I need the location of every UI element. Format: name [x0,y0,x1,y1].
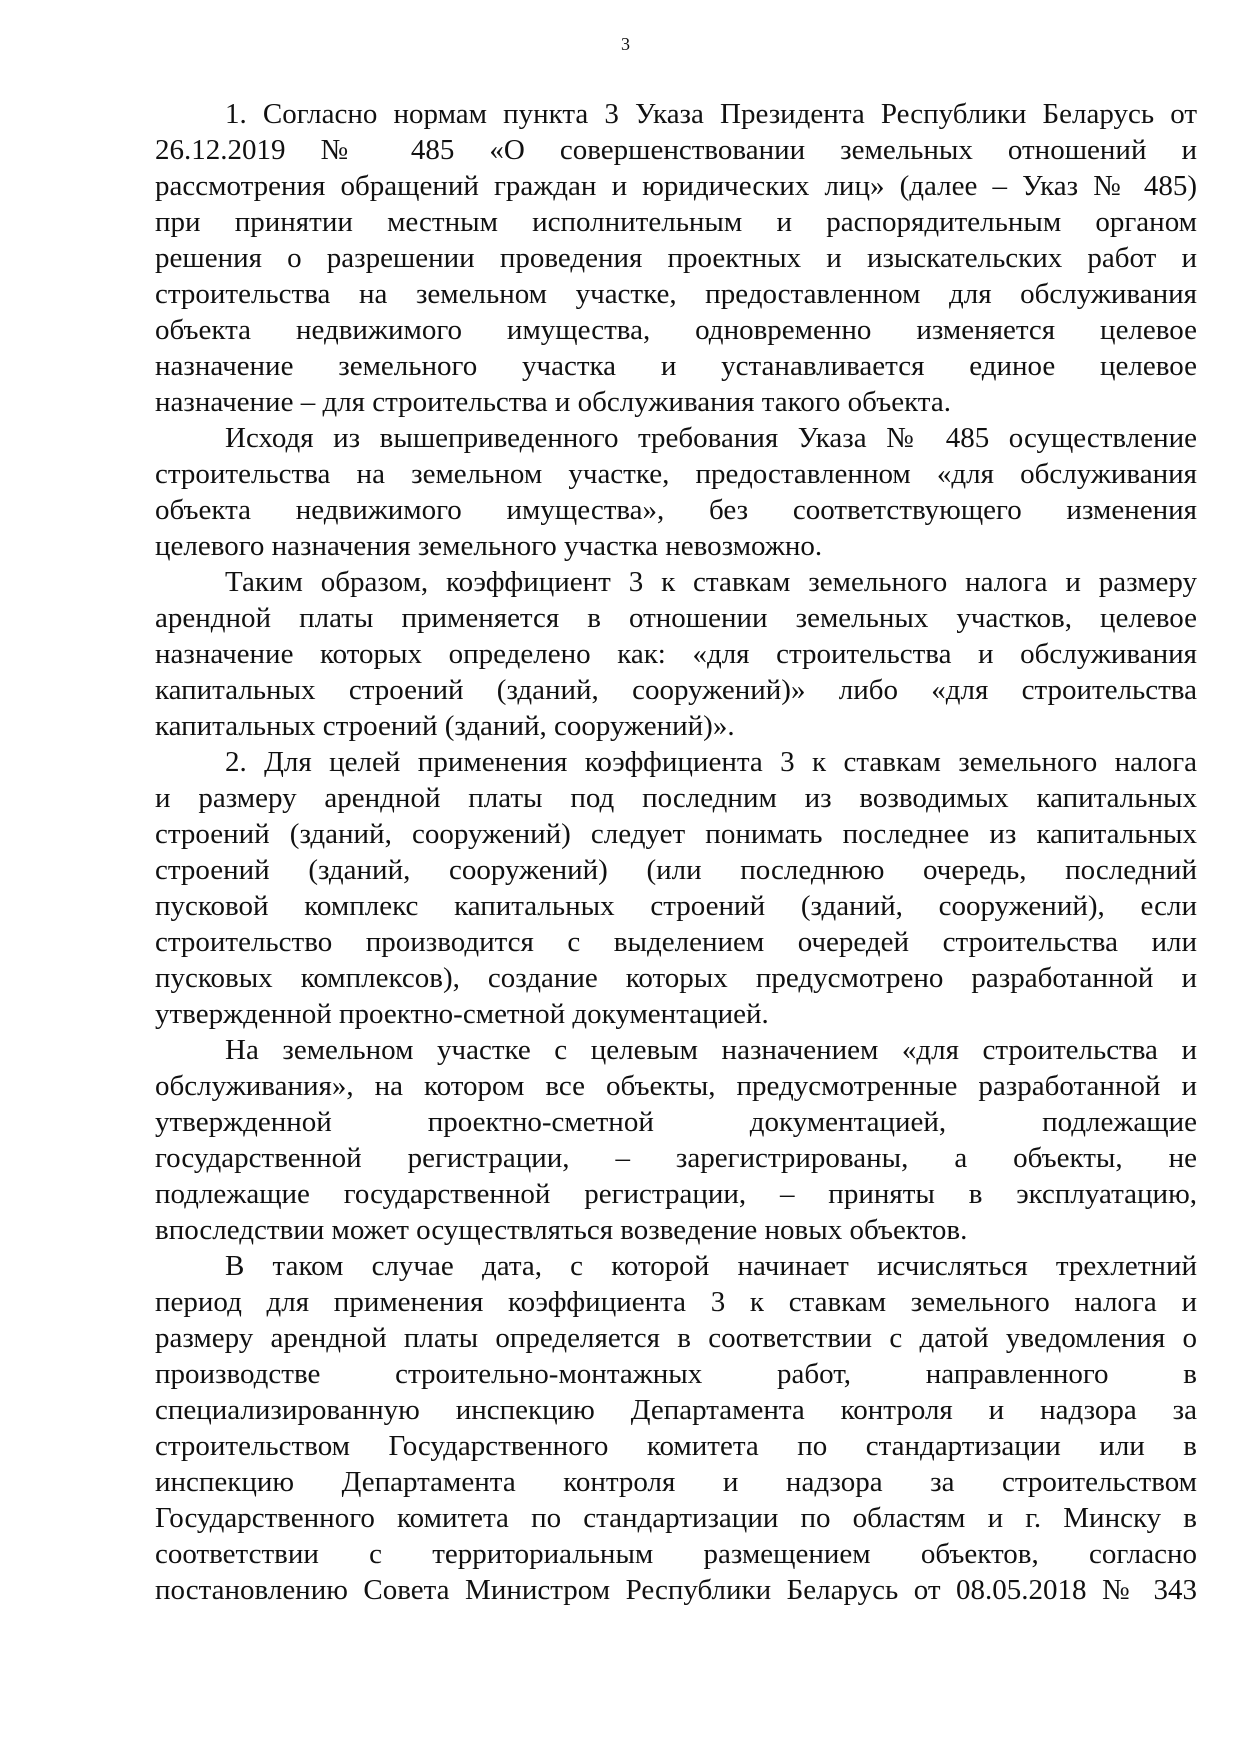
document-body [155,96,1197,1608]
page-number: 3 [621,34,630,54]
text-line: впоследствии может осуществляться возведение новых объектов. [155,1214,968,1246]
paragraph-first-line: В таком случае дата, с которой начинает исчисляться трехлетний [225,1250,1197,1282]
text-line: назначение которых определено как: «для строительства и обслуживания [155,638,1197,670]
text-line: объекта недвижимого имущества, одновременно изменяется целевое [155,314,1197,346]
text-line: подлежащие государственной регистрации, – приняты в эксплуатацию, [155,1178,1197,1210]
text-line: строительство производится с выделением очередей строительства или [155,926,1197,958]
text-line: строений (зданий, сооружений) следует понимать последнее из капитальных [155,818,1197,850]
text-line: капитальных строений (зданий, сооружений)». [155,710,735,742]
text-line: капитальных строений (зданий, сооружений)» либо «для строительства [155,674,1197,706]
paragraph-first-line: На земельном участке с целевым назначением «для строительства и [225,1034,1197,1066]
text-line: назначение земельного участка и устанавливается единое целевое [155,350,1197,382]
text-line: период для применения коэффициента 3 к ставкам земельного налога и [155,1286,1197,1318]
text-line: объекта недвижимого имущества», без соответствующего изменения [155,494,1197,526]
paragraph-first-line: 1. Согласно нормам пункта 3 Указа Президента Республики Беларусь от [225,98,1197,130]
text-line: целевого назначения земельного участка невозможно. [155,530,823,562]
text-line: строительства на земельном участке, предоставленном для обслуживания [155,278,1197,310]
text-line: и размеру арендной платы под последним из возводимых капитальных [155,782,1197,814]
text-line: государственной регистрации, – зарегистрированы, а объекты, не [155,1142,1197,1174]
text-line: Государственного комитета по стандартизации по областям и г. Минску в [155,1502,1197,1534]
text-line: постановлению Совета Министром Республики Беларусь от 08.05.2018 № 343 [155,1574,1197,1606]
paragraph-first-line: Исходя из вышеприведенного требования Указа № 485 осуществление [225,422,1197,454]
text-line: пусковых комплексов), создание которых предусмотрено разработанной и [155,962,1197,994]
text-line: арендной платы применяется в отношении земельных участков, целевое [155,602,1197,634]
text-line: при принятии местным исполнительным и распорядительным органом [155,206,1197,238]
text-line: рассмотрения обращений граждан и юридических лиц» (далее – Указ № 485) [155,170,1197,202]
text-line: обслуживания», на котором все объекты, предусмотренные разработанной и [155,1070,1197,1102]
text-line: строительства на земельном участке, предоставленном «для обслуживания [155,458,1197,490]
text-line: производстве строительно-монтажных работ, направленного в [155,1358,1197,1390]
text-line: решения о разрешении проведения проектных и изыскательских работ и [155,242,1197,274]
paragraph-first-line: Таким образом, коэффициент 3 к ставкам земельного налога и размеру [225,566,1197,598]
text-line: строений (зданий, сооружений) (или последнюю очередь, последний [155,854,1197,886]
text-line: пусковой комплекс капитальных строений (зданий, сооружений), если [155,890,1197,922]
text-line: 26.12.2019 № 485 «О совершенствовании земельных отношений и [155,134,1197,166]
text-line: назначение – для строительства и обслуживания такого объекта. [155,386,951,418]
text-line: специализированную инспекцию Департамента контроля и надзора за [155,1394,1197,1426]
text-line: утвержденной проектно-сметной документацией, подлежащие [155,1106,1197,1138]
paragraph-first-line: 2. Для целей применения коэффициента 3 к ставкам земельного налога [225,746,1197,778]
text-line: размеру арендной платы определяется в соответствии с датой уведомления о [155,1322,1197,1354]
text-line: инспекцию Департамента контроля и надзора за строительством [155,1466,1197,1498]
text-line: утвержденной проектно-сметной документацией. [155,998,769,1030]
text-line: соответствии с территориальным размещением объектов, согласно [155,1538,1197,1570]
text-line: строительством Государственного комитета по стандартизации или в [155,1430,1197,1462]
